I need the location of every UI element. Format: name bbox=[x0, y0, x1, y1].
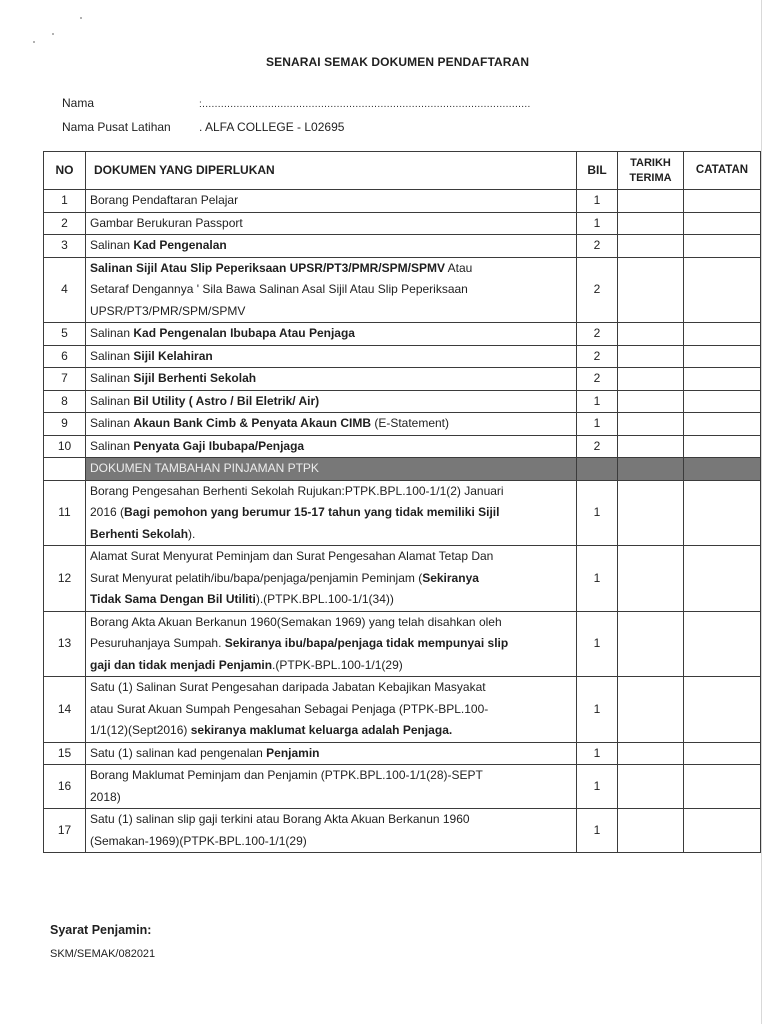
table-row bbox=[44, 809, 761, 853]
document-text: Salinan bbox=[90, 348, 134, 363]
catatan-cell bbox=[684, 212, 761, 235]
table-row bbox=[44, 546, 761, 612]
document-line bbox=[90, 436, 572, 458]
document-line bbox=[90, 235, 572, 257]
section-header-row bbox=[44, 458, 761, 481]
table-row bbox=[44, 677, 761, 743]
document-text: Salinan bbox=[90, 416, 134, 430]
scan-speck bbox=[33, 41, 35, 43]
document-description bbox=[86, 368, 577, 391]
document-line bbox=[90, 524, 572, 546]
table-row bbox=[44, 235, 761, 258]
document-line bbox=[90, 368, 572, 390]
tarikh-terima-cell bbox=[618, 765, 684, 809]
header-row bbox=[44, 152, 761, 190]
tarikh-terima-cell bbox=[618, 235, 684, 258]
bil-count: 1 bbox=[577, 677, 618, 743]
tarikh-terima-cell bbox=[618, 390, 684, 413]
row-number: 12 bbox=[44, 546, 86, 612]
document-text: Satu (1) Salinan Surat Pengesahan daripada Jabatan Kebajikan Masyakat bbox=[90, 680, 486, 694]
header-catatan: CATATAN bbox=[684, 152, 761, 190]
document-text: ).(PTPK.BPL.100-1/1(34)) bbox=[255, 592, 394, 606]
document-text-bold: Akaun Bank Cimb & Penyata Akaun CIMB bbox=[133, 416, 371, 430]
catatan-cell bbox=[684, 480, 761, 546]
tarikh-terima-cell bbox=[618, 677, 684, 743]
checklist-table bbox=[43, 151, 761, 853]
bil-count: 2 bbox=[577, 435, 618, 458]
document-text-bold: gaji dan tidak menjadi Penjamin bbox=[90, 657, 273, 672]
row-number: 5 bbox=[44, 323, 86, 346]
table-body bbox=[44, 190, 761, 853]
document-line bbox=[90, 612, 572, 634]
bil-count: 2 bbox=[577, 235, 618, 258]
document-text-bold: Sekiranya ibu/bapa/penjaga tidak mempunyai slip bbox=[224, 636, 509, 650]
document-text: Satu (1) salinan slip gaji terkini atau Borang Akta Akuan Berkanun 1960 bbox=[90, 812, 470, 826]
catatan-cell bbox=[684, 765, 761, 809]
row-number: 15 bbox=[44, 742, 86, 765]
tarikh-terima-cell bbox=[618, 257, 684, 323]
catatan-cell bbox=[684, 435, 761, 458]
syarat-penjamin-heading: Syarat Penjamin: bbox=[50, 923, 152, 937]
table-row bbox=[44, 480, 761, 546]
bil-count: 1 bbox=[577, 212, 618, 235]
catatan-cell bbox=[684, 257, 761, 323]
document-description bbox=[86, 435, 577, 458]
section-no-cell bbox=[44, 458, 86, 481]
catatan-cell bbox=[684, 345, 761, 368]
catatan-cell bbox=[684, 742, 761, 765]
document-text: Borang Maklumat Peminjam dan Penjamin (PTPK.BPL.100-1/1(28)-SEPT bbox=[90, 768, 483, 782]
document-text: 1/1(12)(Sept2016) bbox=[90, 723, 191, 737]
section-header-label: DOKUMEN TAMBAHAN PINJAMAN PTPK bbox=[86, 458, 577, 481]
document-text: Gambar Berukuran Passport bbox=[90, 215, 243, 230]
table-row bbox=[44, 742, 761, 765]
document-description bbox=[86, 480, 577, 546]
document-line bbox=[90, 391, 572, 413]
document-line bbox=[90, 301, 572, 323]
document-text-bold: Sijil Kelahiran bbox=[133, 348, 213, 363]
document-description bbox=[86, 190, 577, 213]
document-line bbox=[90, 699, 572, 721]
document-text: Salinan bbox=[90, 238, 134, 252]
document-description bbox=[86, 809, 577, 853]
document-line bbox=[90, 787, 572, 809]
bil-count: 1 bbox=[577, 809, 618, 853]
bil-count: 1 bbox=[577, 190, 618, 213]
table-row bbox=[44, 212, 761, 235]
document-line bbox=[90, 677, 572, 699]
document-text: Salinan bbox=[90, 371, 134, 385]
table-row bbox=[44, 257, 761, 323]
document-text-bold: sekiranya maklumat keluarga adalah Penjaga. bbox=[190, 723, 453, 737]
document-text: Salinan bbox=[90, 326, 134, 340]
bil-count: 1 bbox=[577, 765, 618, 809]
catatan-cell bbox=[684, 190, 761, 213]
document-line bbox=[90, 831, 572, 853]
catatan-cell bbox=[684, 546, 761, 612]
row-number: 13 bbox=[44, 611, 86, 677]
document-description bbox=[86, 323, 577, 346]
row-number: 6 bbox=[44, 345, 86, 368]
header-no: NO bbox=[44, 152, 86, 190]
document-line bbox=[90, 743, 572, 765]
tarikh-terima-cell bbox=[618, 809, 684, 853]
document-text: Salinan bbox=[90, 438, 134, 453]
table-row bbox=[44, 390, 761, 413]
document-line bbox=[90, 589, 572, 611]
tarikh-terima-cell bbox=[618, 190, 684, 213]
tarikh-terima-cell bbox=[618, 212, 684, 235]
table-row bbox=[44, 345, 761, 368]
row-number: 2 bbox=[44, 212, 86, 235]
document-text-bold: Berhenti Sekolah bbox=[90, 526, 189, 541]
document-text: Setaraf Dengannya ' Sila Bawa Salinan Asal Sijil Atau Slip Peperiksaan bbox=[90, 282, 468, 296]
document-text: atau Surat Akuan Sumpah Pengesahan Sebagai Penjaga (PTPK-BPL.100- bbox=[90, 701, 489, 716]
document-text-bold: Sekiranya bbox=[422, 570, 479, 585]
document-text: Borang Pengesahan Berhenti Sekolah Rujukan:PTPK.BPL.100-1/1(2) Januari bbox=[90, 483, 504, 498]
header-tarikh-terima: TARIKH TERIMA bbox=[618, 152, 684, 190]
catatan-cell bbox=[684, 809, 761, 853]
row-number: 1 bbox=[44, 190, 86, 213]
document-text: Surat Menyurat pelatih/ibu/bapa/penjaga/penjamin Peminjam ( bbox=[90, 570, 423, 585]
catatan-cell bbox=[684, 368, 761, 391]
pusat-latihan-field bbox=[62, 120, 344, 134]
tarikh-terima-cell bbox=[618, 413, 684, 436]
tarikh-terima-cell bbox=[618, 742, 684, 765]
document-text: Borang Pendaftaran Pelajar bbox=[90, 193, 239, 207]
row-number: 4 bbox=[44, 257, 86, 323]
form-code: SKM/SEMAK/082021 bbox=[50, 948, 156, 960]
bil-count: 2 bbox=[577, 345, 618, 368]
scan-page-edge bbox=[761, 0, 762, 1024]
document-text: Borang Akta Akuan Berkanun 1960(Semakan 1969) yang telah disahkan oleh bbox=[90, 614, 502, 629]
document-text-bold: Sijil Berhenti Sekolah bbox=[133, 371, 257, 385]
tarikh-terima-cell bbox=[618, 546, 684, 612]
document-line bbox=[90, 809, 572, 831]
bil-count: 1 bbox=[577, 413, 618, 436]
row-number: 16 bbox=[44, 765, 86, 809]
section-tarikh-cell bbox=[618, 458, 684, 481]
document-text: ). bbox=[188, 526, 196, 541]
document-line bbox=[90, 279, 572, 301]
bil-count: 1 bbox=[577, 546, 618, 612]
tarikh-terima-cell bbox=[618, 435, 684, 458]
bil-count: 2 bbox=[577, 368, 618, 391]
section-catatan-cell bbox=[684, 458, 761, 481]
row-number: 11 bbox=[44, 480, 86, 546]
catatan-cell bbox=[684, 390, 761, 413]
table-row bbox=[44, 611, 761, 677]
header-bil: BIL bbox=[577, 152, 618, 190]
catatan-cell bbox=[684, 323, 761, 346]
document-text-bold: Penjamin bbox=[266, 745, 320, 760]
document-text: Satu (1) salinan kad pengenalan bbox=[90, 745, 267, 760]
bil-count: 1 bbox=[577, 390, 618, 413]
section-bil-cell bbox=[577, 458, 618, 481]
nama-label: Nama bbox=[62, 96, 95, 110]
document-description bbox=[86, 413, 577, 436]
document-description bbox=[86, 390, 577, 413]
table-row bbox=[44, 190, 761, 213]
document-text: Atau bbox=[444, 260, 473, 275]
tarikh-terima-cell bbox=[618, 480, 684, 546]
document-description bbox=[86, 611, 577, 677]
table-row bbox=[44, 323, 761, 346]
document-line bbox=[90, 546, 572, 568]
catatan-cell bbox=[684, 235, 761, 258]
tarikh-terima-cell bbox=[618, 345, 684, 368]
document-text: Salinan bbox=[90, 393, 134, 408]
nama-value: :......................................................................................................... bbox=[199, 99, 531, 110]
document-description bbox=[86, 677, 577, 743]
document-text-bold: Bil Utility ( Astro / Bil Eletrik/ Air) bbox=[133, 393, 320, 408]
catatan-cell bbox=[684, 611, 761, 677]
bil-count: 1 bbox=[577, 611, 618, 677]
document-text-bold: Kad Pengenalan bbox=[133, 238, 227, 252]
document-title: SENARAI SEMAK DOKUMEN PENDAFTARAN bbox=[266, 55, 530, 69]
document-text: (E-Statement) bbox=[370, 416, 450, 430]
document-line bbox=[90, 720, 572, 742]
document-text: 2018) bbox=[90, 789, 121, 804]
document-line bbox=[90, 190, 572, 212]
row-number: 3 bbox=[44, 235, 86, 258]
table-row bbox=[44, 413, 761, 436]
row-number: 17 bbox=[44, 809, 86, 853]
document-line bbox=[90, 633, 572, 655]
nama-field bbox=[62, 96, 531, 110]
row-number: 9 bbox=[44, 413, 86, 436]
document-description bbox=[86, 345, 577, 368]
document-line bbox=[90, 213, 572, 235]
row-number: 8 bbox=[44, 390, 86, 413]
document-text-bold: Penyata Gaji Ibubapa/Penjaga bbox=[133, 438, 305, 453]
document-line bbox=[90, 413, 572, 435]
document-line bbox=[90, 655, 572, 677]
row-number: 14 bbox=[44, 677, 86, 743]
bil-count: 2 bbox=[577, 257, 618, 323]
document-text: Pesuruhanjaya Sumpah. bbox=[90, 636, 225, 650]
scan-speck bbox=[80, 17, 82, 19]
catatan-cell bbox=[684, 413, 761, 436]
document-description bbox=[86, 742, 577, 765]
table-header bbox=[44, 152, 761, 190]
header-dokumen: DOKUMEN YANG DIPERLUKAN bbox=[86, 152, 577, 190]
document-text: (Semakan-1969)(PTPK-BPL.100-1/1(29) bbox=[90, 833, 307, 848]
tarikh-terima-cell bbox=[618, 323, 684, 346]
document-description bbox=[86, 235, 577, 258]
catatan-cell bbox=[684, 677, 761, 743]
document-text: Alamat Surat Menyurat Peminjam dan Surat Pengesahan Alamat Tetap Dan bbox=[90, 549, 494, 563]
table-row bbox=[44, 435, 761, 458]
document-text-bold: Kad Pengenalan Ibubapa Atau Penjaga bbox=[133, 326, 355, 340]
document-description bbox=[86, 546, 577, 612]
document-line bbox=[90, 346, 572, 368]
document-text: UPSR/PT3/PMR/SPM/SPMV bbox=[90, 303, 246, 318]
document-description bbox=[86, 257, 577, 323]
document-line bbox=[90, 765, 572, 787]
bil-count: 2 bbox=[577, 323, 618, 346]
bil-count: 1 bbox=[577, 742, 618, 765]
table-row bbox=[44, 765, 761, 809]
table-row bbox=[44, 368, 761, 391]
pusat-latihan-label: Nama Pusat Latihan bbox=[62, 120, 171, 134]
scan-speck bbox=[52, 33, 54, 35]
document-text: .(PTPK-BPL.100-1/1(29) bbox=[272, 657, 403, 672]
document-line bbox=[90, 568, 572, 590]
document-text-bold: Salinan Sijil Atau Slip Peperiksaan UPSR/PT3/PMR/SPM/SPMV bbox=[90, 260, 445, 275]
row-number: 10 bbox=[44, 435, 86, 458]
bil-count: 1 bbox=[577, 480, 618, 546]
document-line bbox=[90, 323, 572, 345]
tarikh-terima-cell bbox=[618, 611, 684, 677]
pusat-latihan-value: . ALFA COLLEGE - L02695 bbox=[199, 120, 345, 134]
document-text: 2016 ( bbox=[90, 505, 125, 519]
document-description bbox=[86, 212, 577, 235]
document-text-bold: Tidak Sama Dengan Bil Utiliti bbox=[90, 592, 256, 606]
document-line bbox=[90, 258, 572, 280]
document-line bbox=[90, 502, 572, 524]
document-line bbox=[90, 481, 572, 503]
row-number: 7 bbox=[44, 368, 86, 391]
document-description bbox=[86, 765, 577, 809]
document-text-bold: Bagi pemohon yang berumur 15-17 tahun yang tidak memiliki Sijil bbox=[124, 505, 500, 519]
tarikh-terima-cell bbox=[618, 368, 684, 391]
